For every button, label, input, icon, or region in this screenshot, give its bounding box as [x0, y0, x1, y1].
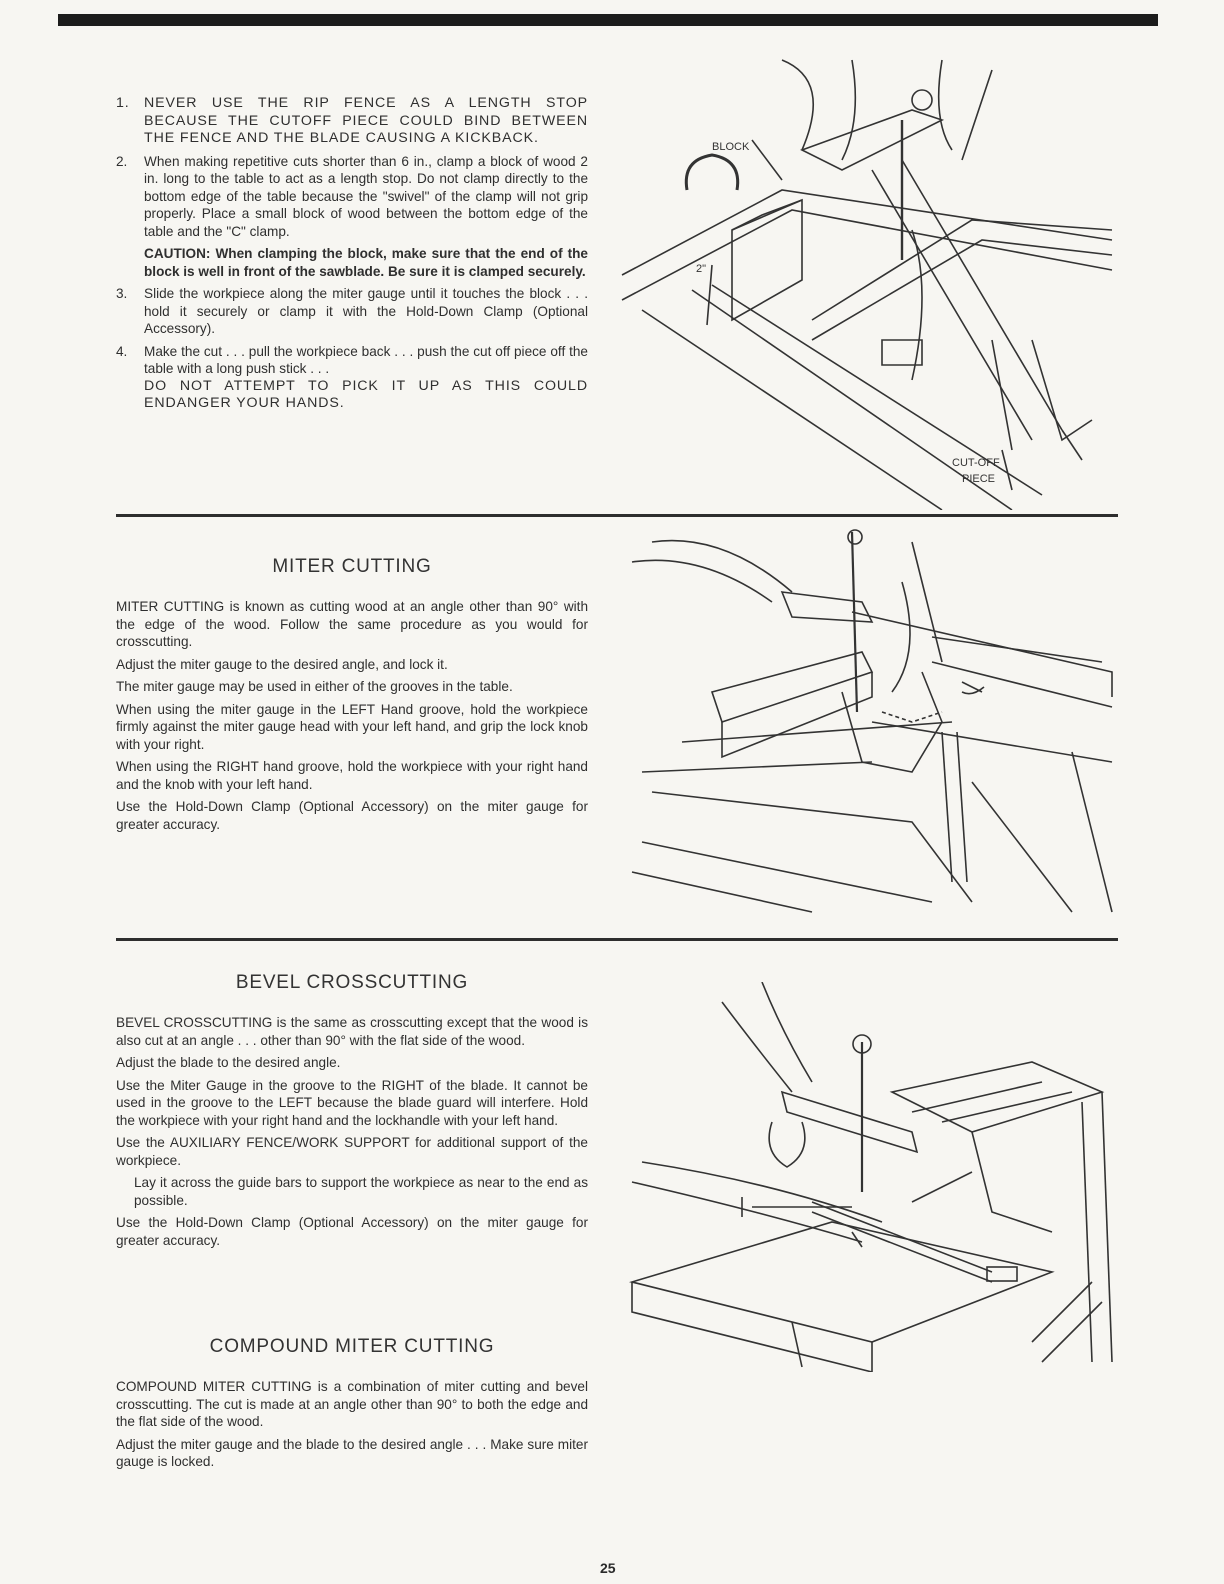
bevel-paragraph-6: Use the Hold-Down Clamp (Optional Accessory) on the miter gauge for greater accuracy.: [116, 1215, 588, 1248]
miter-paragraph-1: MITER CUTTING is known as cutting wood at an angle other than 90° with the edge of the wood. Follow the same procedure as you would for crosscutting.: [116, 599, 588, 649]
item-4-warning: DO NOT ATTEMPT TO PICK IT UP AS THIS COULD ENDANGER YOUR HANDS.: [144, 377, 588, 411]
figure-length-stop: [612, 40, 1122, 510]
bevel-paragraph-1: BEVEL CROSSCUTTING is the same as crosscutting except that the wood is also cut at an angle . . . other than 90° with the flat side of the wood.: [116, 1015, 588, 1048]
item-4: [116, 343, 588, 413]
compound-text: [116, 1378, 588, 1476]
bevel-paragraph-2: Adjust the blade to the desired angle.: [116, 1055, 341, 1070]
divider-2: [116, 938, 1118, 941]
miter-heading: MITER CUTTING: [272, 556, 432, 577]
item-3-text: Slide the workpiece along the miter gauge until it touches the block . . . hold it securely or clamp it with the Hold-Down Clamp (Optional Accessory).: [144, 286, 588, 336]
figure-miter-cutting: [612, 522, 1122, 922]
compound-heading: COMPOUND MITER CUTTING: [209, 1336, 495, 1357]
miter-paragraph-4: When using the miter gauge in the LEFT Hand groove, hold the workpiece firmly against the miter gauge head with your left hand, and grip the lock knob with your right.: [116, 701, 588, 752]
compound-paragraph-2: Adjust the miter gauge and the blade to the desired angle . . . Make sure miter gauge is locked.: [116, 1436, 588, 1469]
label-cutoff: CUT-OFF: [952, 457, 1000, 469]
item-2: [116, 153, 588, 241]
item-3-number: 3.: [116, 286, 128, 301]
section1-text: [116, 95, 588, 418]
miter-paragraph-6: Use the Hold-Down Clamp (Optional Accessory) on the miter gauge for greater accuracy.: [116, 799, 588, 832]
miter-text: [116, 598, 588, 838]
miter-paragraph-3: The miter gauge may be used in either of the grooves in the table.: [116, 679, 513, 694]
miter-paragraph-5: When using the RIGHT hand groove, hold the workpiece with your right hand and the knob with your left hand.: [116, 759, 588, 792]
item-4-number: 4.: [116, 343, 128, 359]
bevel-text: [116, 1014, 588, 1254]
bevel-paragraph-5: Lay it across the guide bars to support the workpiece as near to the end as possible.: [134, 1175, 588, 1208]
page-number: 25: [600, 1560, 616, 1576]
compound-paragraph-1: COMPOUND MITER CUTTING is a combination of miter cutting and bevel crosscutting. The cut is made at an angle other than 90° to both the edge and the flat side of the wood.: [116, 1379, 588, 1429]
item-2-text: When making repetitive cuts shorter than 6 in., clamp a block of wood 2 in. long to the table to act as a length stop. Do not clamp directly to the bottom edge of the table because the "swivel" of the clamp will not grip properly. Place a small block of wood between the bottom edge of the table and the "C" clamp.: [144, 153, 588, 239]
item-4-text: Make the cut . . . pull the workpiece back . . . push the cut off piece off the table with a long push stick . . .: [144, 343, 588, 376]
bevel-paragraph-4: Use the AUXILIARY FENCE/WORK SUPPORT for additional support of the workpiece.: [116, 1135, 588, 1168]
bevel-paragraph-3: Use the Miter Gauge in the groove to the RIGHT of the blade. It cannot be used in the groove to the LEFT because the blade guard will interfere. Hold the workpiece with your right hand and the lockhandle with your left hand.: [116, 1077, 588, 1128]
bevel-heading: BEVEL CROSSCUTTING: [235, 972, 469, 993]
figure-bevel-crosscutting: [612, 982, 1122, 1372]
item-3: [116, 285, 588, 338]
top-black-bar: [58, 14, 1158, 26]
miter-paragraph-2: Adjust the miter gauge to the desired angle, and lock it.: [116, 656, 448, 672]
label-piece: PIECE: [962, 473, 996, 485]
item-1-number: 1.: [116, 95, 130, 111]
item-1-text: NEVER USE THE RIP FENCE AS A LENGTH STOP BECAUSE THE CUTOFF PIECE COULD BIND BETWEEN THE FENCE AND THE BLADE CAUSING A KICKBACK.: [144, 95, 588, 146]
label-block: BLOCK: [712, 141, 750, 153]
divider-1: [116, 514, 1118, 517]
item-2-number: 2.: [116, 153, 128, 169]
item-1: [116, 95, 588, 148]
caution-note: CAUTION: When clamping the block, make sure that the end of the block is well in front of the sawblade. Be sure it is clamped securely.: [144, 246, 588, 279]
label-2-inch: 2": [696, 263, 707, 275]
